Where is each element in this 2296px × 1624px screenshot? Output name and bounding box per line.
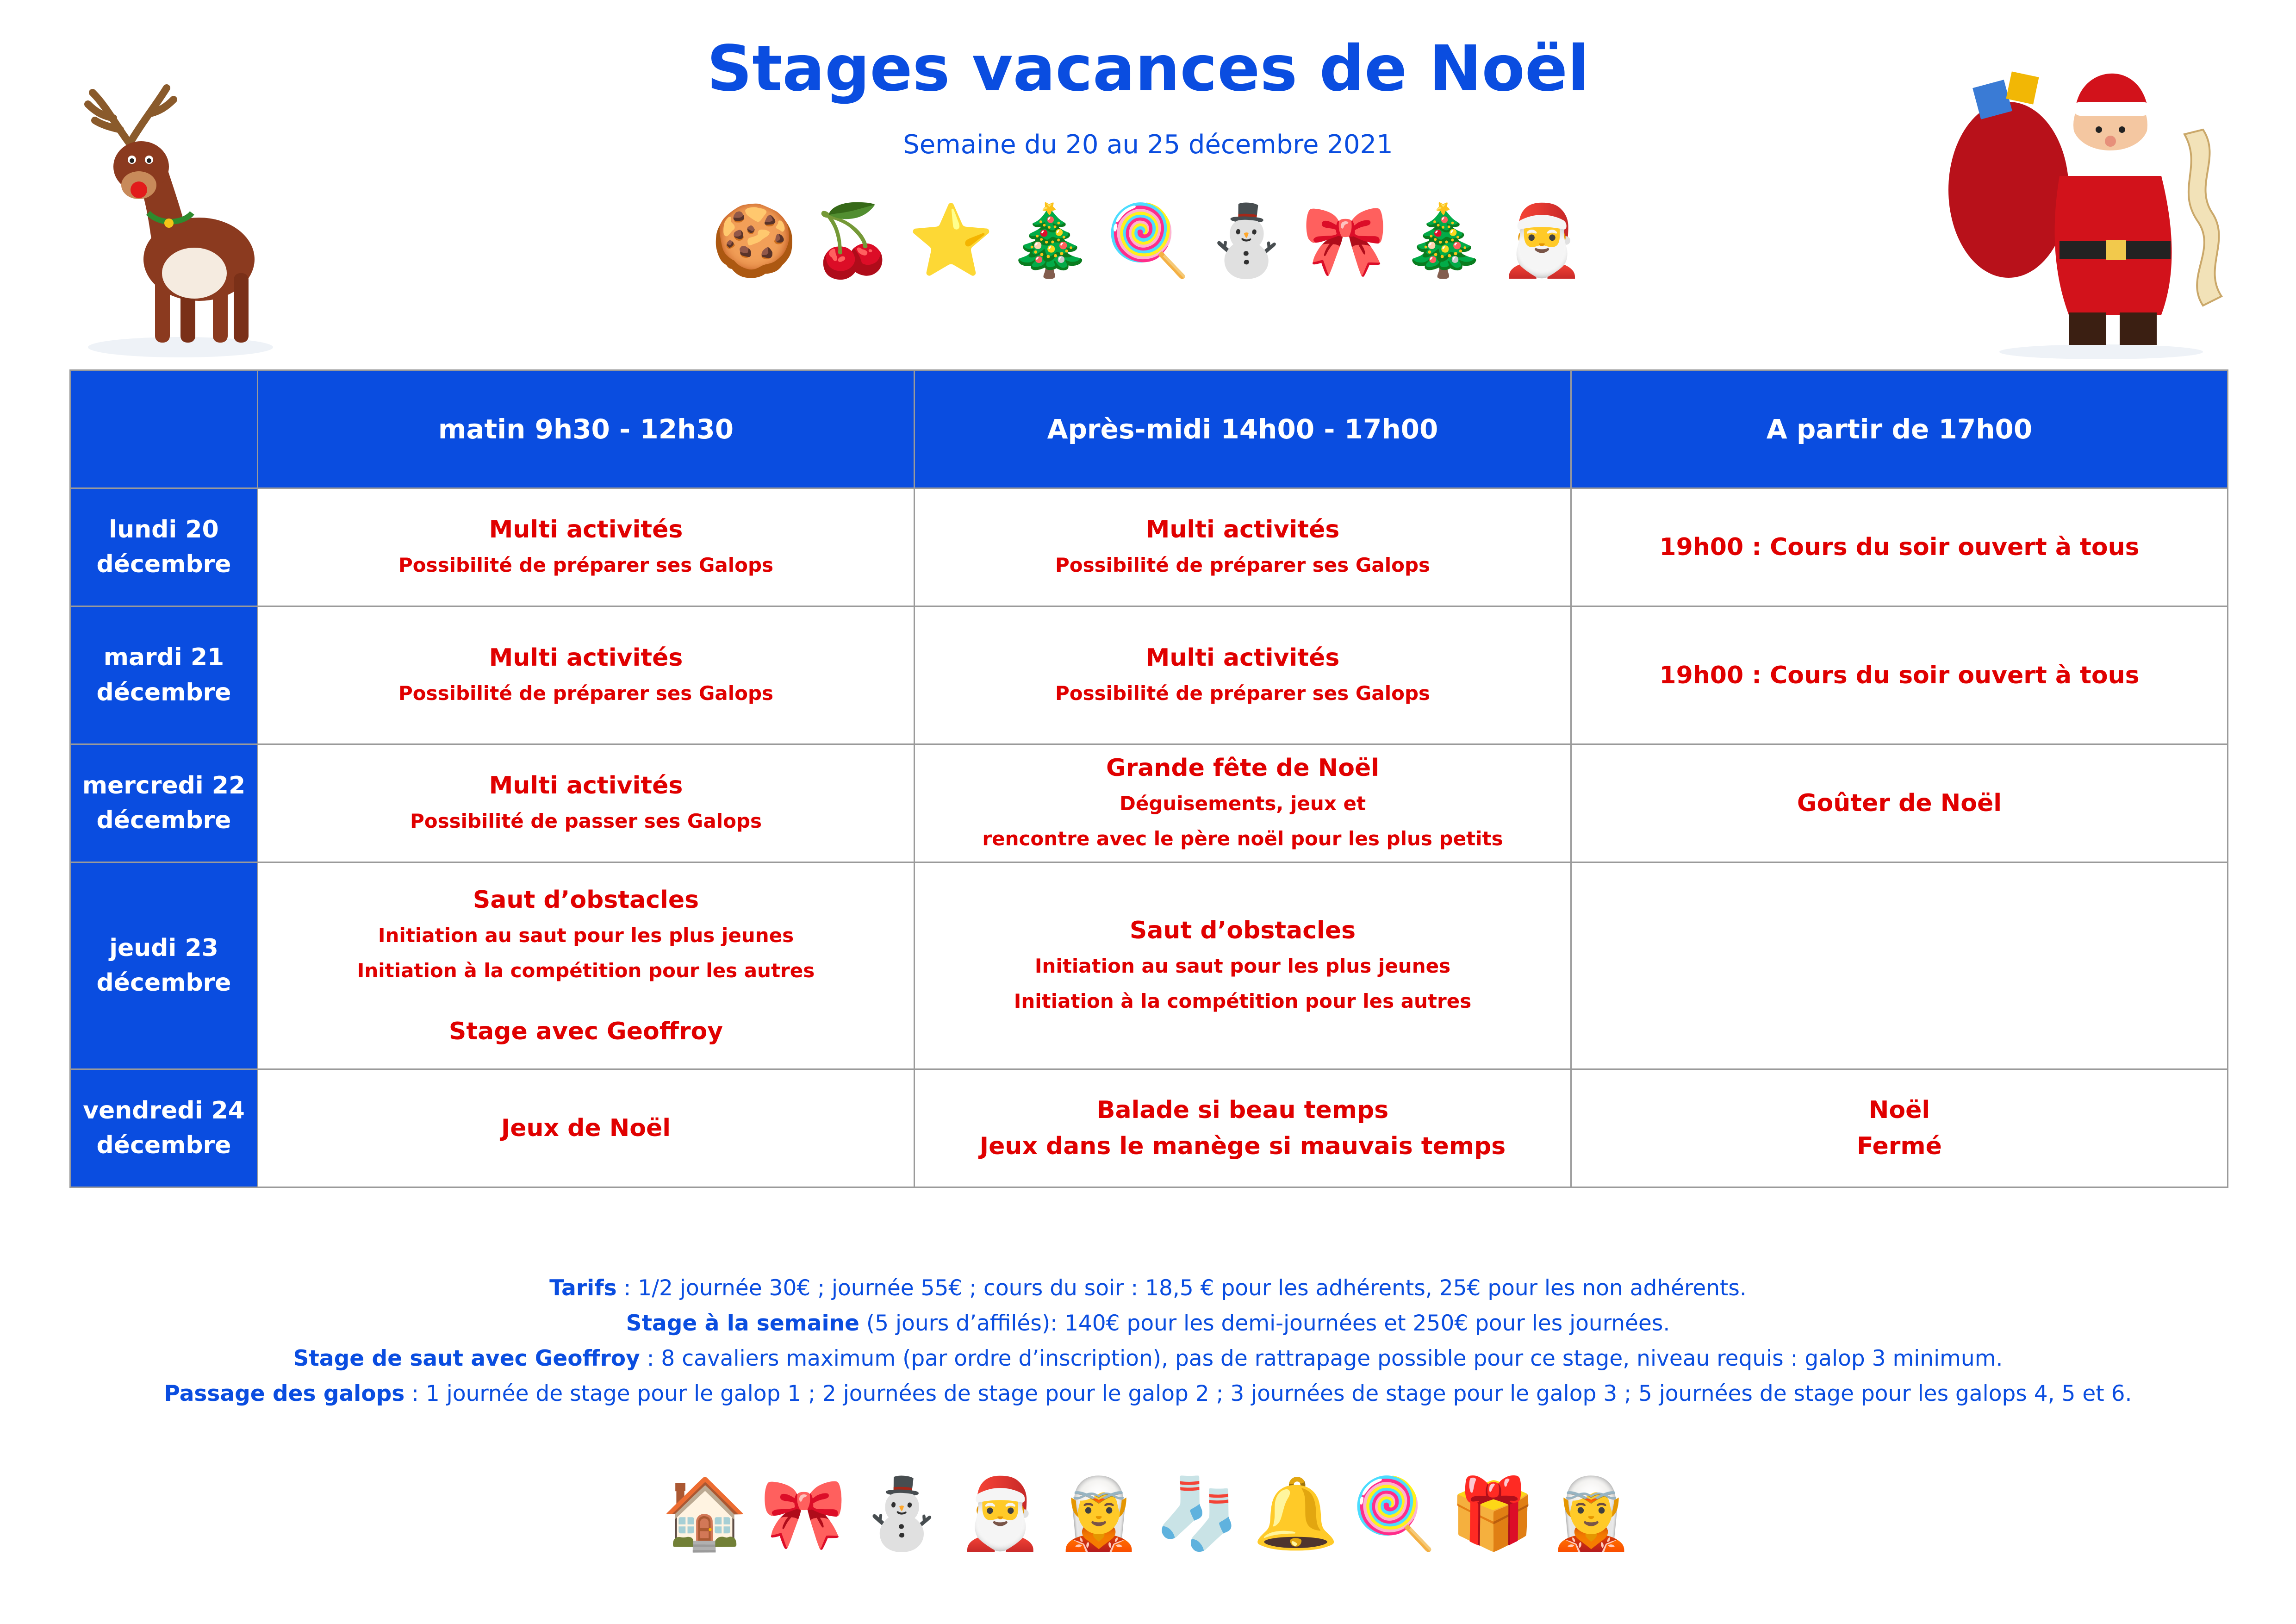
day-month: décembre bbox=[96, 806, 231, 834]
day-cell bbox=[70, 488, 258, 606]
snowman-icon: ⛄ bbox=[859, 1474, 945, 1554]
day-cell bbox=[70, 862, 258, 1069]
activity-title: Balade si beau temps bbox=[1096, 1096, 1389, 1124]
star-icon: ⭐ bbox=[908, 200, 995, 281]
top-decorations bbox=[0, 190, 2296, 292]
afternoon-cell bbox=[915, 606, 1571, 744]
pricing-info bbox=[0, 1271, 2296, 1412]
evening-cell bbox=[1571, 862, 2228, 1069]
info-line-geoffroy bbox=[0, 1341, 2296, 1376]
bells-icon: 🔔 bbox=[1252, 1474, 1339, 1554]
info-line-galops bbox=[0, 1376, 2296, 1412]
bottom-decorations bbox=[0, 1454, 2296, 1574]
activity-title: Fermé bbox=[1857, 1132, 1942, 1160]
gingerbread-icon: 🍪 bbox=[710, 200, 797, 281]
table-row bbox=[70, 1069, 2228, 1187]
activity-note: Possibilité de préparer ses Galops bbox=[398, 681, 774, 705]
holly-icon: 🍒 bbox=[809, 200, 896, 281]
activity-extra: Stage avec Geoffroy bbox=[448, 1018, 723, 1046]
christmas-tree-icon: 🎄 bbox=[1400, 200, 1487, 281]
activity-title: Saut d’obstacles bbox=[473, 886, 699, 914]
activity-title: 19h00 : Cours du soir ouvert à tous bbox=[1659, 533, 2140, 561]
info-text: : 1/2 journée 30€ ; journée 55€ ; cours du soir : 18,5 € pour les adhérents, 25€ pour les non adhérents. bbox=[616, 1275, 1747, 1301]
activity-title: Jeux de Noël bbox=[501, 1114, 671, 1142]
morning-cell bbox=[258, 744, 915, 862]
activity-title: Multi activités bbox=[489, 516, 683, 544]
afternoon-cell bbox=[915, 744, 1571, 862]
activity-note: Initiation au saut pour les plus jeunes bbox=[378, 924, 794, 947]
activity-note: Initiation à la compétition pour les autres bbox=[357, 959, 815, 982]
stocking-icon: 🧦 bbox=[1154, 1474, 1241, 1554]
day-name: jeudi 23 bbox=[109, 934, 218, 962]
header-empty-cell bbox=[70, 370, 258, 488]
header-morning: matin 9h30 - 12h30 bbox=[258, 370, 915, 488]
snow-house-icon: 🏠 bbox=[661, 1474, 748, 1554]
snowman-icon: ⛄ bbox=[1203, 200, 1290, 281]
schedule-table bbox=[69, 369, 2228, 1188]
info-text: : 8 cavaliers maximum (par ordre d’inscription), pas de rattrapage possible pour ce stage, niveau requis : galop 3 minimum. bbox=[640, 1346, 2003, 1371]
day-cell bbox=[70, 606, 258, 744]
afternoon-cell bbox=[915, 488, 1571, 606]
day-name: vendredi 24 bbox=[83, 1096, 245, 1124]
activity-note: rencontre avec le père noël pour les plus petits bbox=[982, 827, 1503, 850]
day-name: mercredi 22 bbox=[82, 771, 246, 800]
table-row bbox=[70, 488, 2228, 606]
morning-cell bbox=[258, 862, 915, 1069]
header-evening: A partir de 17h00 bbox=[1571, 370, 2228, 488]
table-header-row bbox=[70, 370, 2228, 488]
afternoon-cell bbox=[915, 1069, 1571, 1187]
santa-face-icon: 🎅 bbox=[1499, 200, 1586, 281]
header-afternoon: Après-midi 14h00 - 17h00 bbox=[915, 370, 1571, 488]
day-month: décembre bbox=[96, 550, 231, 578]
day-cell bbox=[70, 744, 258, 862]
activity-title: Multi activités bbox=[489, 643, 683, 672]
activity-title: Saut d’obstacles bbox=[1129, 917, 1356, 945]
activity-note: Possibilité de préparer ses Galops bbox=[398, 554, 774, 577]
day-month: décembre bbox=[96, 1131, 231, 1159]
activity-note: Initiation à la compétition pour les autres bbox=[1014, 990, 1472, 1012]
activity-note: Initiation au saut pour les plus jeunes bbox=[1034, 955, 1451, 978]
activity-title: Multi activités bbox=[1145, 516, 1340, 544]
info-label: Stage de saut avec Geoffroy bbox=[293, 1346, 640, 1371]
morning-cell bbox=[258, 1069, 915, 1187]
bow-icon: 🎀 bbox=[1301, 200, 1388, 281]
ornament-icon: 🎄 bbox=[1006, 200, 1093, 281]
afternoon-cell bbox=[915, 862, 1571, 1069]
info-text: : 1 journée de stage pour le galop 1 ; 2 journées de stage pour le galop 2 ; 3 journées de stage pour le galop 3 ; 5 journées de stage pour les galops 4, 5 et 6. bbox=[404, 1381, 2132, 1406]
holly-bow-icon: 🎀 bbox=[760, 1474, 847, 1554]
evening-cell bbox=[1571, 1069, 2228, 1187]
activity-title: Grande fête de Noël bbox=[1106, 754, 1380, 782]
activity-title: Multi activités bbox=[1145, 643, 1340, 672]
day-month: décembre bbox=[96, 969, 231, 997]
evening-cell bbox=[1571, 488, 2228, 606]
activity-note: Possibilité de préparer ses Galops bbox=[1055, 681, 1431, 705]
candy-cane-icon: 🍭 bbox=[1105, 200, 1191, 281]
day-cell bbox=[70, 1069, 258, 1187]
morning-cell bbox=[258, 488, 915, 606]
morning-cell bbox=[258, 606, 915, 744]
activity-title: Multi activités bbox=[489, 772, 683, 800]
table-row bbox=[70, 744, 2228, 862]
candy-cane-icon: 🍭 bbox=[1351, 1474, 1437, 1554]
evening-cell bbox=[1571, 606, 2228, 744]
gift-icon: 🎁 bbox=[1449, 1474, 1536, 1554]
day-month: décembre bbox=[96, 678, 231, 706]
activity-note: Déguisements, jeux et bbox=[1119, 792, 1366, 815]
info-label: Passage des galops bbox=[164, 1381, 405, 1406]
info-label: Stage à la semaine bbox=[626, 1311, 859, 1336]
activity-title: Goûter de Noël bbox=[1797, 789, 2002, 817]
evening-cell bbox=[1571, 744, 2228, 862]
elf-face-icon: 🧝 bbox=[1548, 1474, 1635, 1554]
activity-title: Jeux dans le manège si mauvais temps bbox=[979, 1132, 1506, 1160]
info-label: Tarifs bbox=[549, 1275, 617, 1301]
table-row bbox=[70, 606, 2228, 744]
info-line-semaine bbox=[0, 1306, 2296, 1341]
activity-title: 19h00 : Cours du soir ouvert à tous bbox=[1659, 661, 2140, 689]
page-subtitle: Semaine du 20 au 25 décembre 2021 bbox=[903, 130, 1393, 160]
day-name: mardi 21 bbox=[103, 643, 224, 672]
activity-title: Noël bbox=[1868, 1096, 1930, 1124]
santa-icon: 🎅 bbox=[957, 1474, 1044, 1554]
elf-icon: 🧝 bbox=[1055, 1474, 1142, 1554]
page-title: Stages vacances de Noël bbox=[707, 32, 1589, 106]
activity-note: Possibilité de préparer ses Galops bbox=[1055, 554, 1431, 577]
info-line-tarifs bbox=[0, 1271, 2296, 1306]
table-row bbox=[70, 862, 2228, 1069]
day-name: lundi 20 bbox=[109, 515, 219, 543]
activity-note: Possibilité de passer ses Galops bbox=[410, 810, 762, 833]
info-text: (5 jours d’affilés): 140€ pour les demi-journées et 250€ pour les journées. bbox=[859, 1311, 1670, 1336]
